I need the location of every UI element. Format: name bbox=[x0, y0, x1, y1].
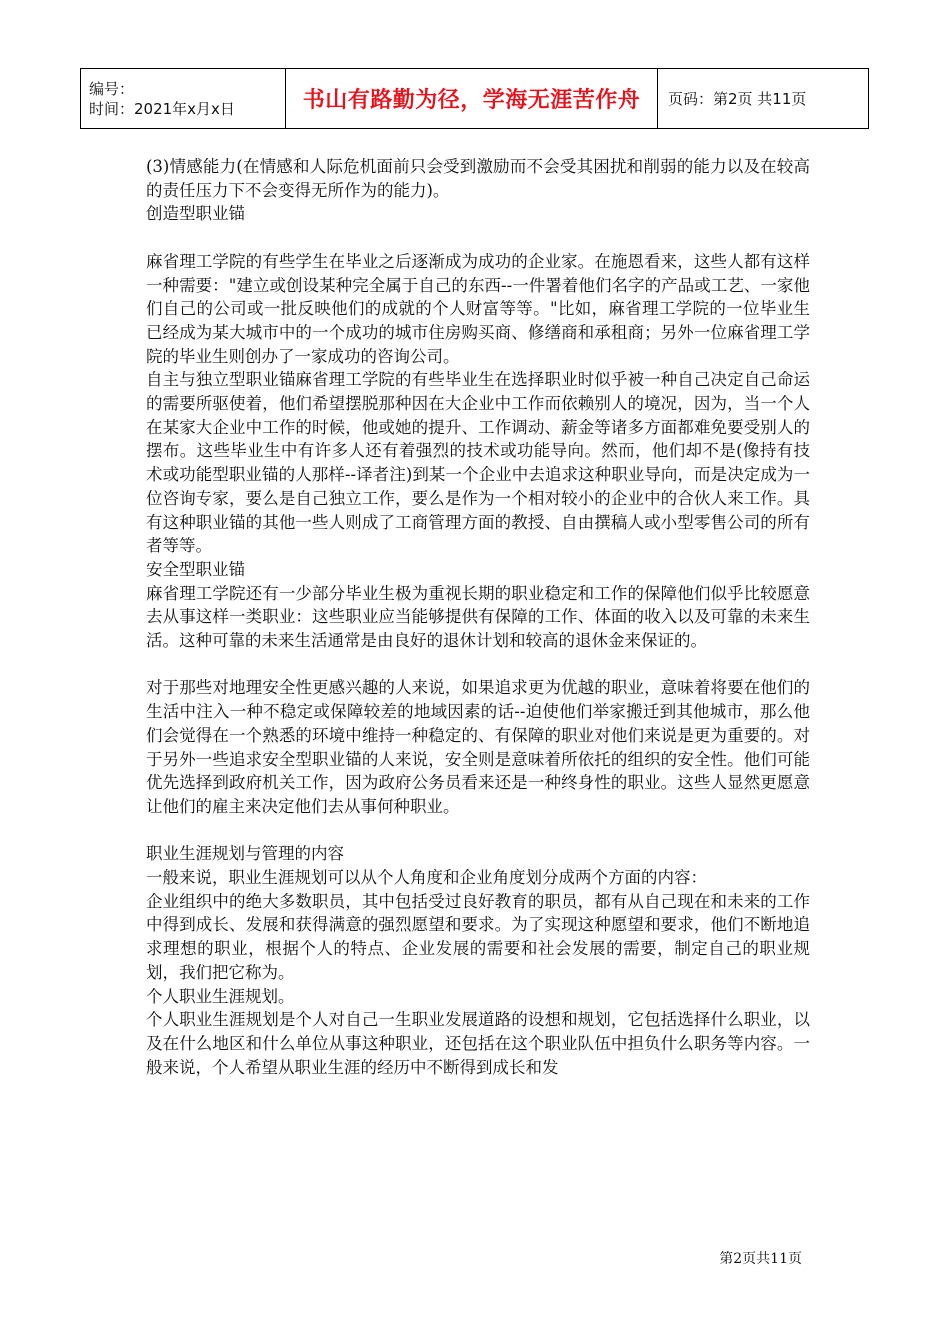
paragraph: 麻省理工学院还有一少部分毕业生极为重视长期的职业稳定和工作的保障他们似乎比较愿意去从事这样一类职业：这些职业应当能够提供有保障的工作、体面的收入以及可靠的未来生活。这种可靠的未来生活通常是由良好的退休计划和较高的退休金来保证的。 bbox=[146, 583, 810, 651]
blank-line bbox=[146, 226, 810, 250]
section-heading-creative-anchor: 创造型职业锚 bbox=[146, 204, 245, 224]
blank-line bbox=[146, 819, 810, 843]
header-meta bbox=[81, 69, 286, 129]
header-motto: 书山有路勤为径，学海无涯苦作舟 bbox=[286, 69, 658, 129]
paragraph: 麻省理工学院的有些学生在毕业之后逐渐成为成功的企业家。在施恩看来，这些人都有这样一种需要："建立或创设某种完全属于自己的东西--一件署着他们名字的产品或工艺、一家他们自己的公司或一批反映他们的成就的个人财富等等。"比如，麻省理工学院的一位毕业生已经成为某大城市中的一个成功的城市住房购买商、修缮商和承租商；另外一位麻省理工学院的毕业生则创办了一家成功的咨询公司。 bbox=[146, 251, 810, 366]
section-heading-security-anchor: 安全型职业锚 bbox=[146, 559, 245, 579]
header-page-number: 页码：第2页 共11页 bbox=[658, 69, 869, 129]
blank-line bbox=[146, 653, 810, 677]
paragraph: 对于那些对地理安全性更感兴趣的人来说，如果追求更为优越的职业，意味着将要在他们的生活中注入一种不稳定或保障较差的地域因素的话--迫使他们举家搬迁到其他城市，那么他们会觉得在一个熟悉的环境中维持一种稳定的、有保障的职业对他们来说是更为重要的。对于另外一些追求安全型职业锚的人来说，安全则是意味着所依托的组织的安全性。他们可能优先选择到政府机关工作，因为政府公务员看来还是一种终身性的职业。这些人显然更愿意让他们的雇主来决定他们去从事何种职业。 bbox=[146, 678, 810, 816]
paragraph: 企业组织中的绝大多数职员，其中包括受过良好教育的职员，都有从自己现在和未来的工作中得到成长、发展和获得满意的强烈愿望和要求。为了实现这种愿望和要求，他们不断地追求理想的职业，根据个人的特点、企业发展的需要和社会发展的需要，制定自己的职业规划，我们把它称为。 bbox=[146, 891, 810, 982]
document-number-label: 编号： bbox=[89, 79, 135, 98]
section-heading-career-planning: 职业生涯规划与管理的内容 bbox=[146, 844, 344, 864]
document-body bbox=[146, 155, 810, 1079]
page-footer-number: 第2页共11页 bbox=[719, 1251, 802, 1267]
page-header bbox=[80, 68, 869, 129]
paragraph: 一般来说，职业生涯规划可以从个人角度和企业角度划分成两个方面的内容： bbox=[146, 868, 707, 888]
paragraph: 个人职业生涯规划是个人对自己一生职业发展道路的设想和规划，它包括选择什么职业，以及在什么地区和什么单位从事这种职业，还包括在这个职业队伍中担负什么职务等内容。一般来说，个人希望从职业生涯的经历中不断得到成长和发 bbox=[146, 1010, 810, 1077]
document-date-label: 时间：2021年x月x日 bbox=[89, 99, 235, 118]
paragraph: (3)情感能力(在情感和人际危机面前只会受到激励而不会受其困扰和削弱的能力以及在较高的责任压力下不会变得无所作为的能力)。 bbox=[146, 157, 810, 200]
section-heading-personal-planning: 个人职业生涯规划。 bbox=[146, 986, 295, 1006]
paragraph: 自主与独立型职业锚麻省理工学院的有些毕业生在选择职业时似乎被一种自己决定自己命运的需要所驱使着，他们希望摆脱那种因在大企业中工作而依赖别人的境况，因为，当一个人在某家大企业中工作的时候，他或她的提升、工作调动、薪金等诸多方面都难免要受别人的摆布。这些毕业生中有许多人还有着强烈的技术或功能导向。然而，他们却不是(像持有技术或功能型职业锚的人那样--译者注)到某一个企业中去追求这种职业导向，而是决定成为一位咨询专家，要么是自己独立工作，要么是作为一个相对较小的企业中的合伙人来工作。具有这种职业锚的其他一些人则成了工商管理方面的教授、自由撰稿人或小型零售公司的所有者等等。 bbox=[146, 370, 810, 556]
